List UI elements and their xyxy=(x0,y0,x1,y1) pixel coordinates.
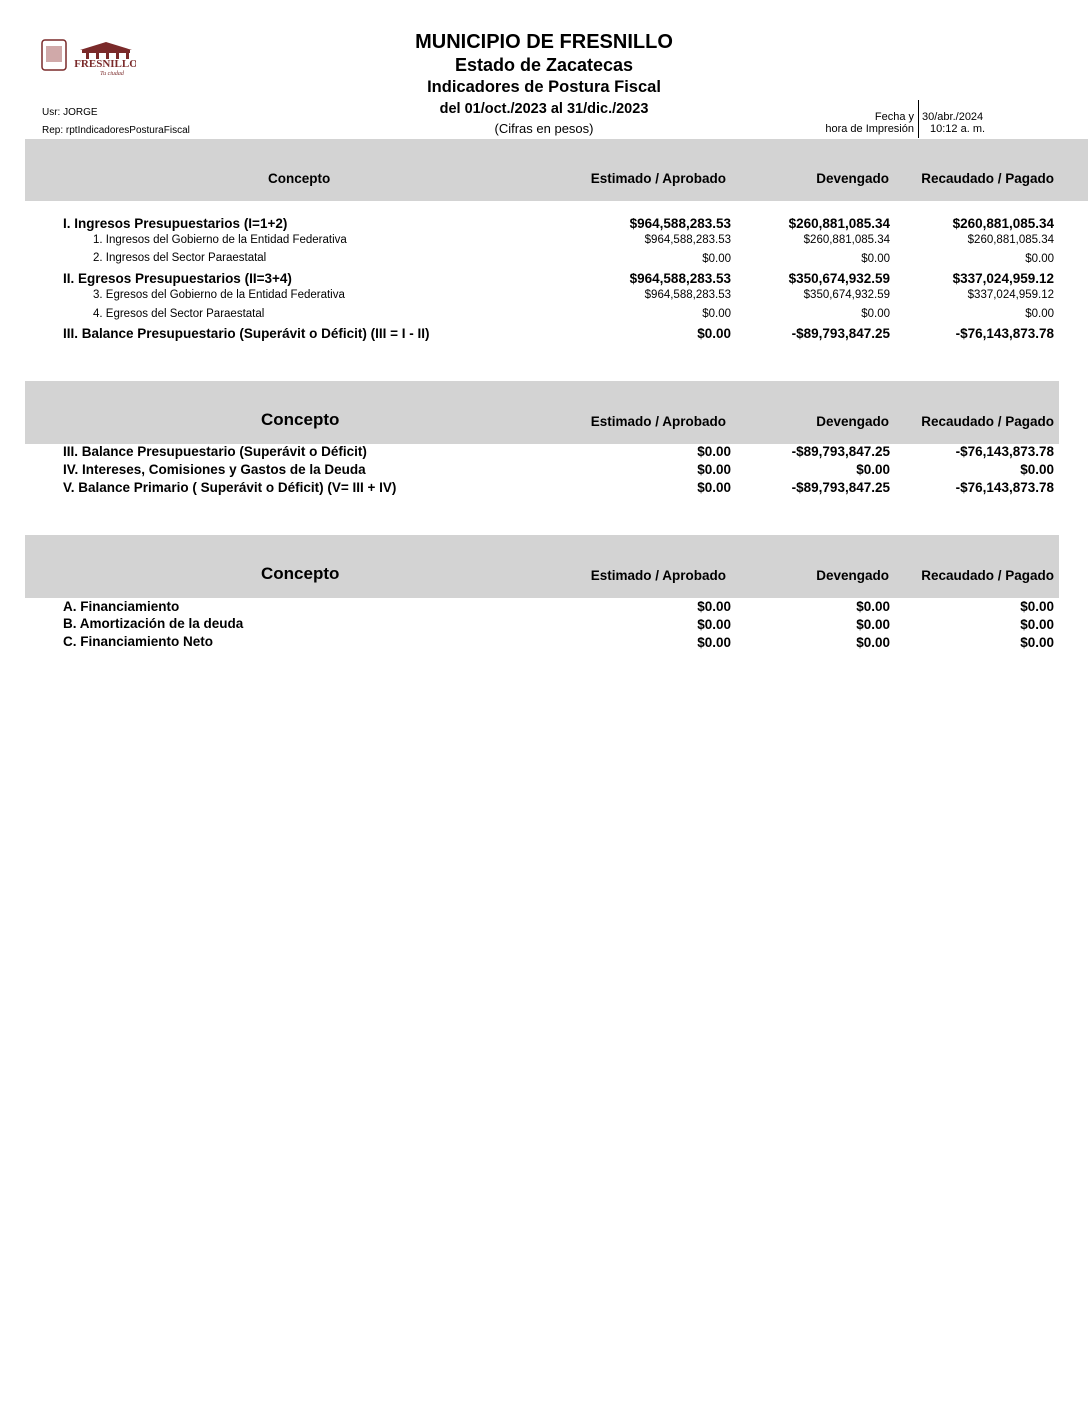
row-accrued: $350,674,932.59 xyxy=(803,289,890,301)
user-label: Usr: JORGE xyxy=(42,107,98,118)
print-time: 10:12 a. m. xyxy=(930,123,986,135)
report-period: del 01/oct./2023 al 31/dic./2023 xyxy=(439,101,649,117)
report-name: Indicadores de Postura Fiscal xyxy=(427,78,661,96)
row-collected: $0.00 xyxy=(1020,617,1054,632)
section1-header-band xyxy=(25,139,1088,201)
row-collected: $0.00 xyxy=(1020,462,1054,477)
row-collected: -$76,143,873.78 xyxy=(955,480,1054,495)
row-label: C. Financiamiento Neto xyxy=(63,634,214,649)
print-datetime-label xyxy=(825,111,914,135)
row-collected: $0.00 xyxy=(1025,253,1054,265)
print-label-time: hora de Impresión xyxy=(825,123,914,135)
row-label: III. Balance Presupuestario (Superávit o Déficit) xyxy=(63,444,367,459)
row-collected: $0.00 xyxy=(1020,635,1054,650)
print-label-date: Fecha y xyxy=(874,111,914,123)
row-collected: $260,881,085.34 xyxy=(952,216,1054,231)
section2-header-band xyxy=(25,381,1059,444)
row-estimated: $964,588,283.53 xyxy=(644,234,731,246)
row-label: IV. Intereses, Comisiones y Gastos de la Deuda xyxy=(63,462,366,477)
print-date: 30/abr./2024 xyxy=(922,111,984,123)
row-accrued: -$89,793,847.25 xyxy=(791,444,890,459)
row-collected: -$76,143,873.78 xyxy=(955,326,1054,341)
row-label: 2. Ingresos del Sector Paraestatal xyxy=(93,252,267,264)
print-datetime-divider xyxy=(918,100,919,138)
section1-col-accrued: Devengado xyxy=(816,171,889,186)
row-label: 1. Ingresos del Gobierno de la Entidad Federativa xyxy=(93,234,347,246)
row-estimated: $0.00 xyxy=(697,462,731,477)
report-units: (Cifras en pesos) xyxy=(494,121,594,136)
row-estimated: $0.00 xyxy=(697,617,731,632)
section3-col-concept: Concepto xyxy=(261,564,340,583)
row-accrued: $0.00 xyxy=(856,617,890,632)
row-label: B. Amortización de la deuda xyxy=(63,616,244,631)
row-collected: -$76,143,873.78 xyxy=(955,444,1054,459)
print-datetime-values xyxy=(922,111,985,135)
section1-col-estimated: Estimado / Aprobado xyxy=(590,171,726,186)
row-collected: $0.00 xyxy=(1025,308,1054,320)
report-state: Estado de Zacatecas xyxy=(454,55,634,75)
row-label: I. Ingresos Presupuestarios (I=1+2) xyxy=(63,216,288,231)
row-collected: $337,024,959.12 xyxy=(952,271,1054,286)
row-estimated: $0.00 xyxy=(702,308,731,320)
section1-col-concept: Concepto xyxy=(268,171,331,186)
row-accrued: $260,881,085.34 xyxy=(803,234,890,246)
row-accrued: $260,881,085.34 xyxy=(788,216,890,231)
logo-text: FRESNILLO xyxy=(74,58,136,70)
section2-col-estimated: Estimado / Aprobado xyxy=(590,414,726,429)
report-id-label: Rep: rptIndicadoresPosturaFiscal xyxy=(42,125,190,136)
row-estimated: $964,588,283.53 xyxy=(644,289,731,301)
row-collected: $0.00 xyxy=(1020,599,1054,614)
row-label: II. Egresos Presupuestarios (II=3+4) xyxy=(63,271,292,286)
row-accrued: $0.00 xyxy=(856,599,890,614)
row-label: A. Financiamiento xyxy=(63,599,180,614)
row-estimated: $964,588,283.53 xyxy=(629,216,731,231)
section3-header-band xyxy=(25,535,1059,598)
row-accrued: $0.00 xyxy=(856,462,890,477)
section2-col-collected: Recaudado / Pagado xyxy=(921,414,1054,429)
section2-col-concept: Concepto xyxy=(261,410,340,429)
row-accrued: $0.00 xyxy=(856,635,890,650)
logo-subtext: Tu ciudad xyxy=(100,71,124,77)
row-label: 3. Egresos del Gobierno de la Entidad Federativa xyxy=(93,289,345,301)
row-accrued: -$89,793,847.25 xyxy=(791,326,890,341)
row-label: III. Balance Presupuestario (Superávit o Déficit) (III = I - II) xyxy=(63,326,430,341)
row-accrued: $0.00 xyxy=(861,253,890,265)
section3-col-estimated: Estimado / Aprobado xyxy=(590,568,726,583)
row-label: 4. Egresos del Sector Paraestatal xyxy=(93,308,265,320)
section3-col-accrued: Devengado xyxy=(816,568,889,583)
row-collected: $260,881,085.34 xyxy=(967,234,1054,246)
row-estimated: $0.00 xyxy=(697,444,731,459)
row-accrued: -$89,793,847.25 xyxy=(791,480,890,495)
row-collected: $337,024,959.12 xyxy=(967,289,1054,301)
row-estimated: $0.00 xyxy=(697,635,731,650)
section2-col-accrued: Devengado xyxy=(816,414,889,429)
row-label: V. Balance Primario ( Superávit o Déficit) (V= III + IV) xyxy=(63,480,397,495)
row-accrued: $350,674,932.59 xyxy=(788,271,890,286)
report-title: MUNICIPIO DE FRESNILLO xyxy=(415,31,673,53)
section3-col-collected: Recaudado / Pagado xyxy=(921,568,1054,583)
row-estimated: $0.00 xyxy=(697,599,731,614)
row-accrued: $0.00 xyxy=(861,308,890,320)
row-estimated: $0.00 xyxy=(697,480,731,495)
section1-col-collected: Recaudado / Pagado xyxy=(921,171,1054,186)
row-estimated: $964,588,283.53 xyxy=(629,271,731,286)
row-estimated: $0.00 xyxy=(702,253,731,265)
row-estimated: $0.00 xyxy=(697,326,731,341)
